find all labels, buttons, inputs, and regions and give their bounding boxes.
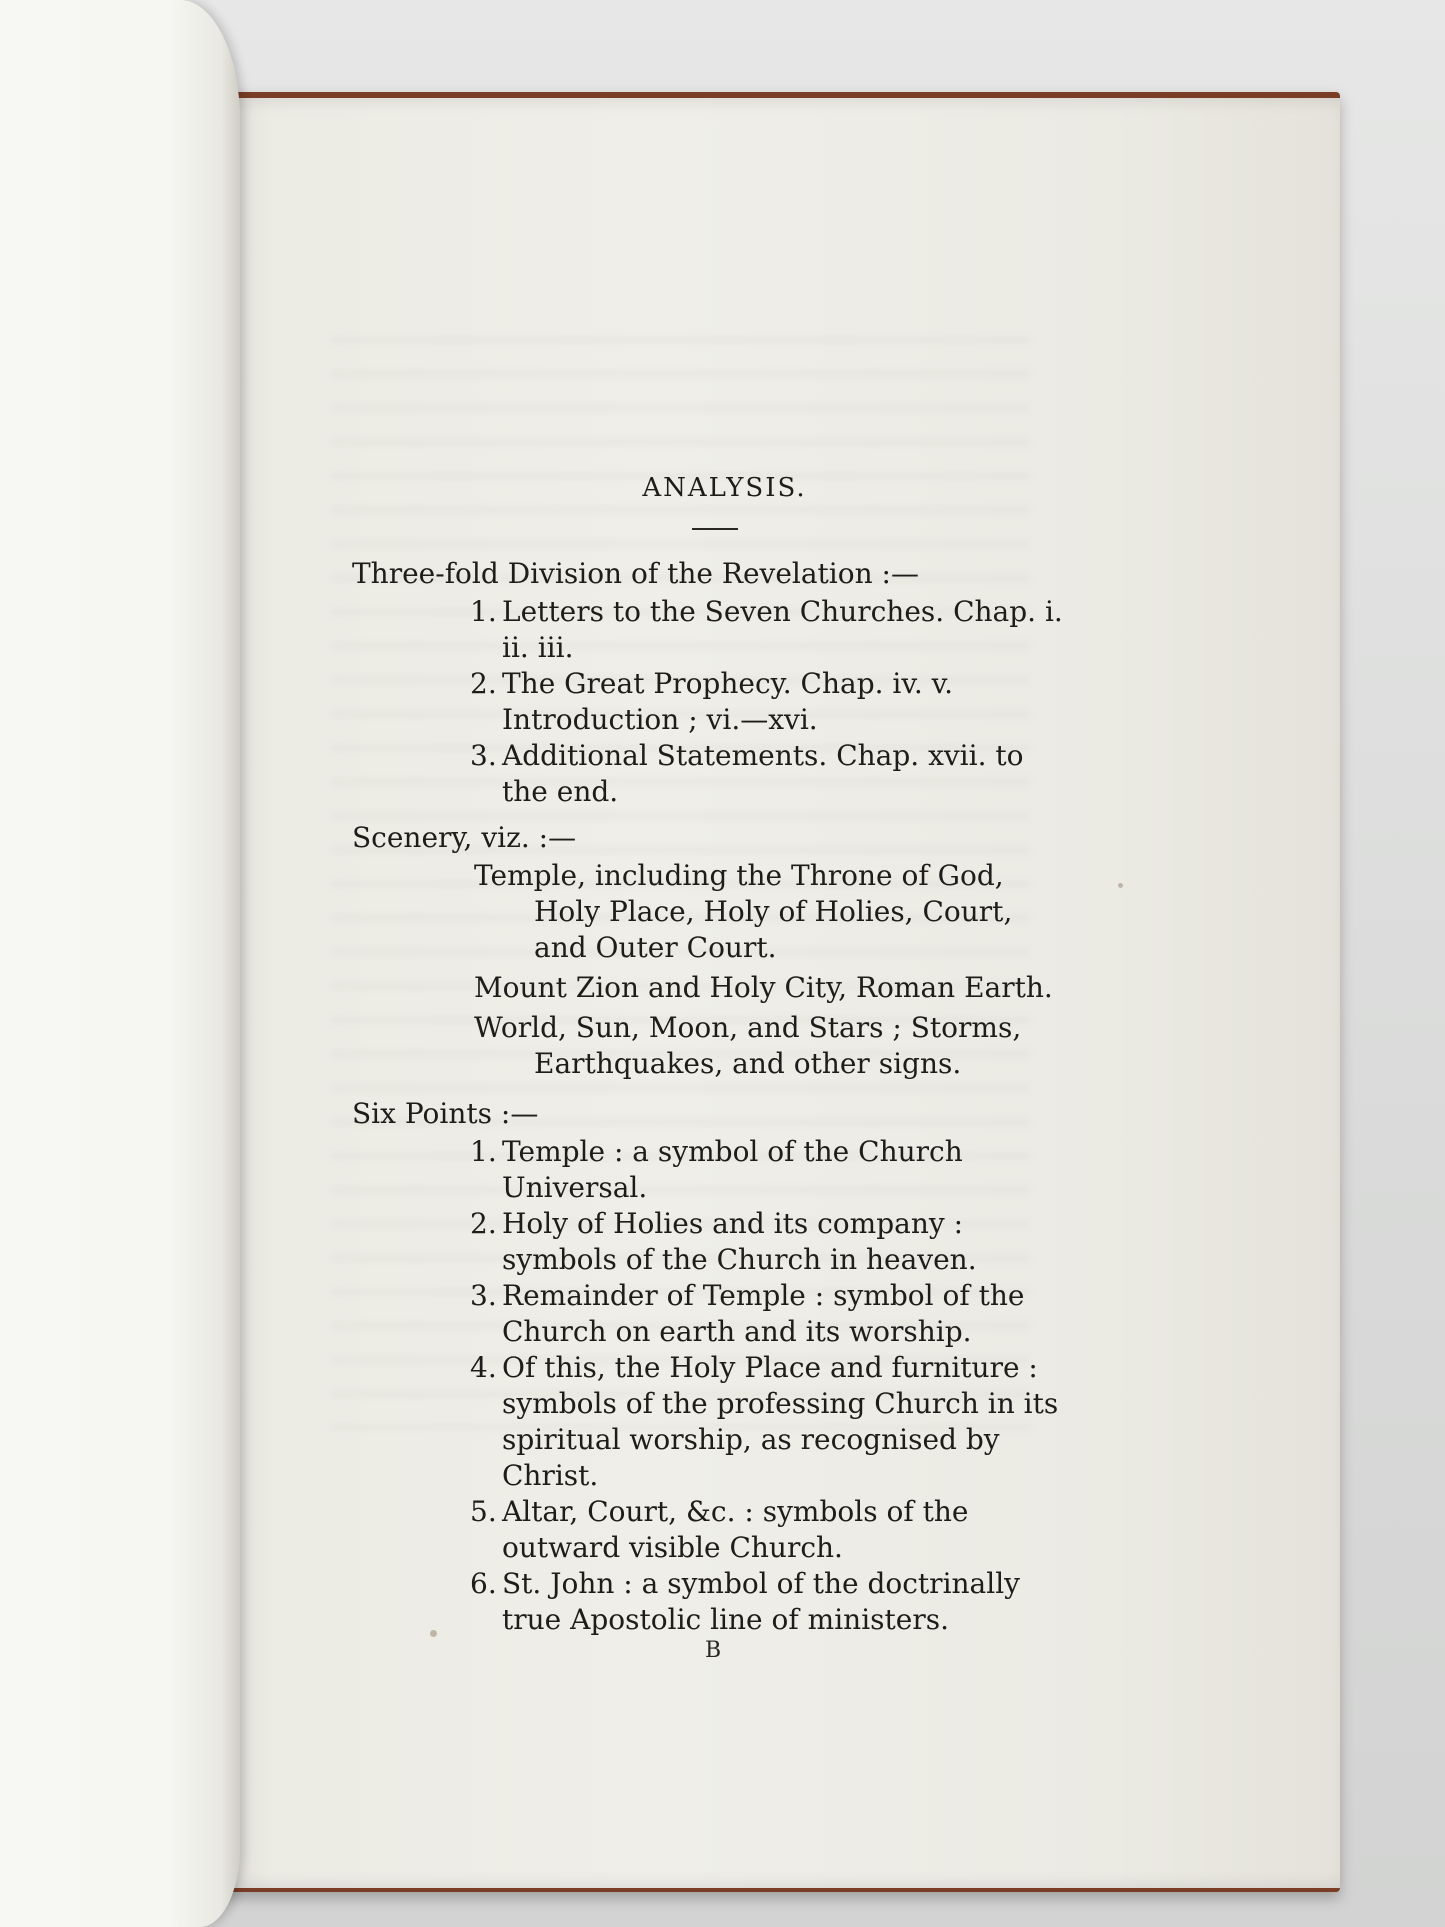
item-text: Holy of Holies and its company : symbols of the Church in heaven. — [502, 1207, 977, 1276]
item-number: 3. — [470, 1279, 497, 1312]
item-text: Additional Statements. Chap. xvii. to the end. — [502, 739, 1024, 808]
list-item — [470, 666, 1072, 738]
list-item — [470, 1350, 1072, 1494]
heading-rule — [692, 528, 738, 530]
item-number: 1. — [470, 595, 497, 628]
division-title: Three-fold Division of the Revelation :— — [352, 557, 919, 590]
item-text: Temple : a symbol of the Church Universal. — [502, 1135, 963, 1204]
list-item — [470, 1566, 1072, 1638]
item-number: 2. — [470, 1207, 497, 1240]
item-text: The Great Prophecy. Chap. iv. v. Introduction ; vi.—xvi. — [502, 667, 954, 736]
item-number: 6. — [470, 1567, 497, 1600]
scenery-item: Temple, including the Throne of God, Holy Place, Holy of Holies, Court, and Outer Court. — [474, 859, 1013, 964]
scenery-item: World, Sun, Moon, and Stars ; Storms, Earthquakes, and other signs. — [474, 1011, 1022, 1080]
page-text — [352, 470, 1072, 1638]
division-list — [352, 594, 1072, 810]
left-page — [0, 0, 240, 1927]
item-text: Of this, the Holy Place and furniture : symbols of the professing Church in its spiritual worship, as recognised by Christ. — [502, 1351, 1059, 1492]
points-list — [352, 1134, 1072, 1638]
list-item — [470, 1206, 1072, 1278]
item-number: 1. — [470, 1135, 497, 1168]
item-text: St. John : a symbol of the doctrinally true Apostolic line of ministers. — [502, 1567, 1020, 1636]
signature-mark: B — [705, 1638, 722, 1663]
list-item — [470, 1278, 1072, 1350]
list-item — [470, 1494, 1072, 1566]
page-heading: ANALYSIS. — [642, 473, 807, 503]
scenery-item: Mount Zion and Holy City, Roman Earth. — [474, 971, 1053, 1004]
list-item — [470, 594, 1072, 666]
item-text: Remainder of Temple : symbol of the Church on earth and its worship. — [502, 1279, 1025, 1348]
item-text: Letters to the Seven Churches. Chap. i. ii. iii. — [502, 595, 1063, 664]
list-item — [470, 1134, 1072, 1206]
points-title: Six Points :— — [352, 1097, 539, 1130]
list-item — [470, 738, 1072, 810]
item-number: 2. — [470, 667, 497, 700]
item-text: Altar, Court, &c. : symbols of the outward visible Church. — [502, 1495, 969, 1564]
item-number: 4. — [470, 1351, 497, 1384]
item-number: 3. — [470, 739, 497, 772]
foxing-spot — [1118, 883, 1123, 888]
scenery-title: Scenery, viz. :— — [352, 821, 577, 854]
scenery-list — [352, 858, 1072, 1082]
item-number: 5. — [470, 1495, 497, 1528]
